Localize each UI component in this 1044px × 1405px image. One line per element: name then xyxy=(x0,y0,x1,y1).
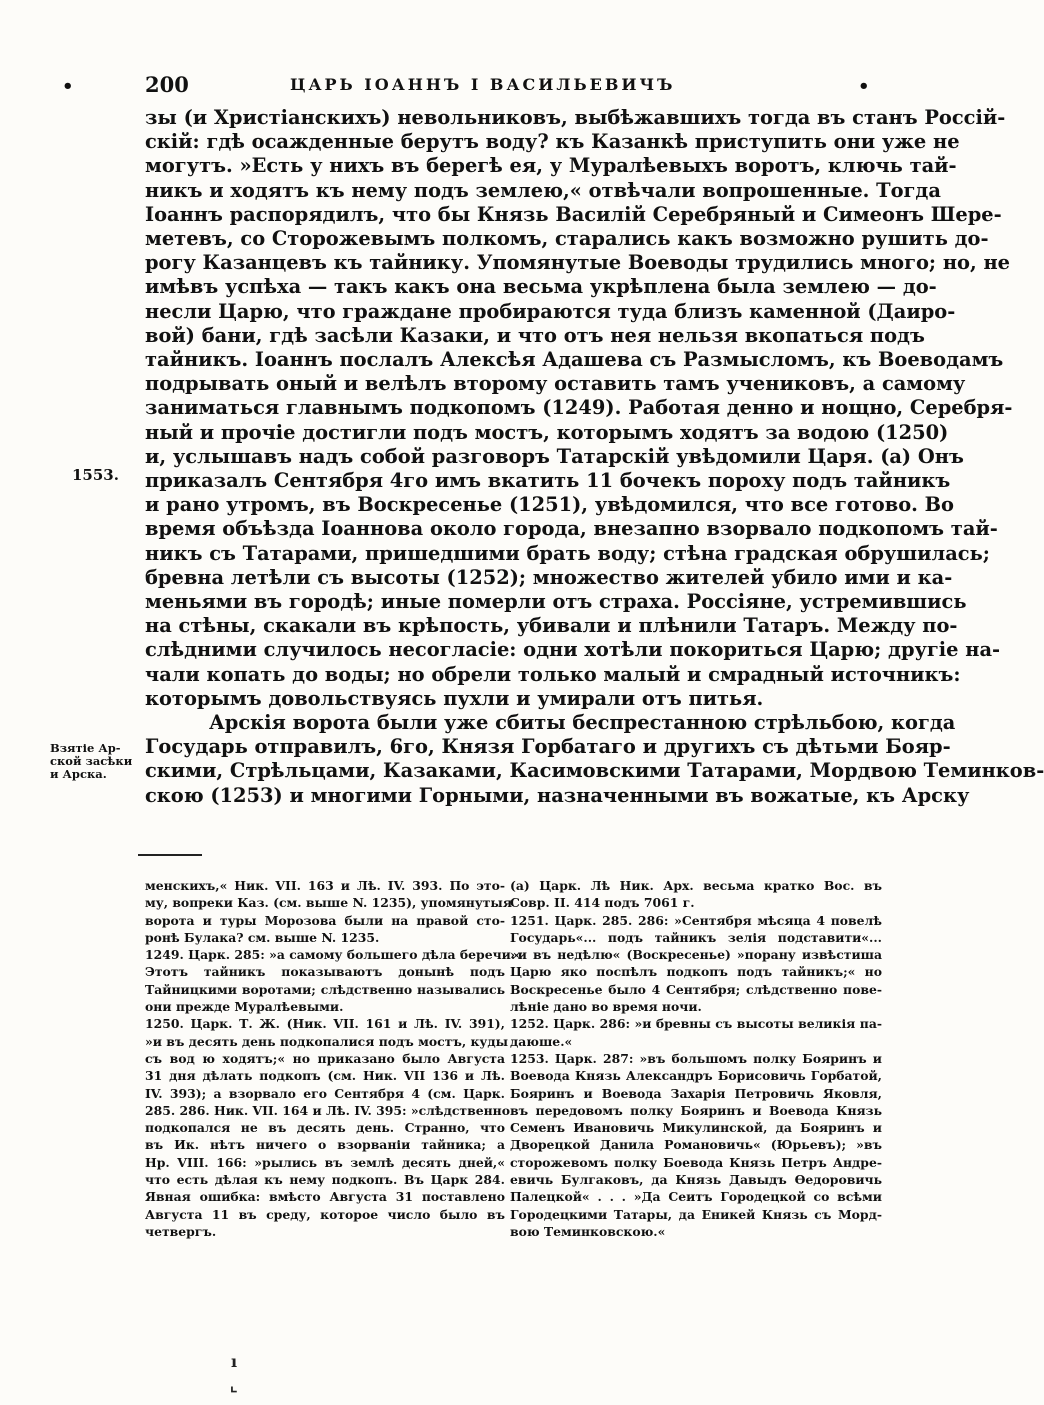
text-line: Дворецкой Данила Романовичь« (Юрьевъ); »въ xyxy=(510,1137,882,1153)
text-line: Царю яко поспѣлъ подкопъ подъ тайникъ;« но xyxy=(510,964,882,980)
text-line: менскихъ,« Ник. VII. 163 и Лѣ. IV. 393. По это- xyxy=(145,878,505,893)
text-line: Совр. II. 414 подъ 7061 г. xyxy=(510,895,695,911)
text-line: скими, Стрѣльцами, Казаками, Касимовскими Татарами, Мордвою Теминков- xyxy=(145,759,1044,783)
text-line: меньями въ городѣ; иные померли отъ страха. Россіяне, устремившись xyxy=(145,590,967,614)
text-line: 1252. Царк. 286: »и бревны съ высоты великія па- xyxy=(510,1016,882,1032)
text-line: даюше.« xyxy=(510,1033,573,1049)
text-line: могутъ. »Есть у нихъ въ берегѣ ея, у Муралѣевыхъ воротъ, ключь тай- xyxy=(145,154,957,178)
text-line: четвергъ. xyxy=(145,1223,217,1239)
text-line: Тайницкими воротами; слѣдственно назывались xyxy=(145,981,505,997)
footnotes-right-column xyxy=(510,877,882,1240)
text-line: подрывать оный и велѣлъ второму оставить тамъ учениковъ, а самому xyxy=(145,372,966,396)
text-line: которымъ довольствуясь пухли и умирали отъ питья. xyxy=(145,686,764,710)
text-line: Іоаннъ распорядилъ, что бы Князь Василій Серебряный и Симеонъ Шере- xyxy=(145,202,1002,226)
text-line: въ передовомъ полку Бояринъ и Воевода Князь xyxy=(510,1102,882,1118)
text-line: Явная ошибка: вмѣсто Августа 31 поставлено xyxy=(145,1189,505,1205)
text-line: время объѣзда Іоаннова около города, внезапно взорвало подкопомъ тай- xyxy=(145,517,998,541)
text-line: ронѣ Булака? см. выше N. 1235. xyxy=(145,929,380,945)
text-line: Палецкой« . . . »Да Сеитъ Городецкой со всѣми xyxy=(510,1189,882,1205)
text-line: въ Ик. нѣтъ ничего о взорваніи тайника; а xyxy=(145,1137,505,1153)
text-line: приказалъ Сентября 4го имъ вкатить 11 бочекъ пороху подъ тайникъ xyxy=(145,469,951,493)
text-line: Воскресенье было 4 Сентября; слѣдственно пове- xyxy=(510,981,882,997)
text-line: 1253. Царк. 287: »въ большомъ полку Бояринъ и xyxy=(510,1050,882,1066)
page-number: 200 xyxy=(145,72,189,97)
text-line: Бояринъ и Воевода Захарія Петровичь Яковля, xyxy=(510,1085,882,1101)
text-line: скій: гдѣ осажденные берутъ воду? къ Казанкѣ приступить они уже не xyxy=(145,130,960,154)
text-line: Августа 11 въ среду, которое число было въ xyxy=(145,1206,505,1222)
text-line: 1249. Царк. 285: »а самому большего дѣла беречи.« xyxy=(145,947,523,963)
footnote-rule xyxy=(138,854,202,856)
text-line: съ вод ю ходятъ;« но приказано было Августа xyxy=(145,1050,505,1066)
page-header xyxy=(145,72,880,102)
margin-note-line: Взятіе Ар- xyxy=(50,741,121,755)
text-line: сторожевомъ полку Боевода Князь Петръ Андре- xyxy=(510,1154,882,1170)
text-line: чали копать до воды; но обрели только малый и смрадный источникъ: xyxy=(145,662,961,686)
text-line: 1251. Царк. 285. 286: »Сентября мѣсяца 4 повелѣ xyxy=(510,912,882,928)
margin-note-line: и Арска. xyxy=(50,767,107,781)
text-line: ный и прочіе достигли подъ мостъ, которымъ ходятъ за водою (1250) xyxy=(145,420,949,444)
text-line: бревна летѣли съ высоты (1252); множество жителей убило ими и ка- xyxy=(145,565,953,589)
text-line: Воевода Князь Александръ Борисовичь Горбатой, xyxy=(510,1068,882,1084)
page-speck: ı xyxy=(231,1352,238,1371)
text-line: вой) бани, гдѣ засѣли Казаки, и что отъ нея нельзя вкопаться подъ xyxy=(145,323,925,347)
text-line: что есть дѣлая къ нему подкопъ. Въ Царк 284. xyxy=(145,1172,505,1188)
text-line: 31 дня дѣлать подкопъ (см. Ник. VII 136 и Лѣ. xyxy=(145,1068,505,1084)
text-line: Городецкими Татары, да Еникей Князь съ Морд- xyxy=(510,1206,882,1222)
margin-note-line: ской засѣки xyxy=(50,754,133,768)
page-speck: ⌞ xyxy=(230,1376,238,1395)
text-line: вою Теминковскою.« xyxy=(510,1223,666,1239)
text-line: никъ съ Татарами, пришедшими брать воду; стѣна градская обрушилась; xyxy=(145,541,990,565)
text-line: тайникъ. Іоаннъ послалъ Алексѣя Адашева съ Размысломъ, къ Воеводамъ xyxy=(145,348,1004,372)
text-line: (а) Царк. Лѣ Ник. Арх. весьма кратко Вос. въ xyxy=(510,878,882,893)
text-line: никъ и ходятъ къ нему подъ землею,« отвѣчали вопрошенные. Тогда xyxy=(145,178,941,202)
text-line: зы (и Христіанскихъ) невольниковъ, выбѣжавшихъ тогда въ станъ Россій- xyxy=(145,106,1006,129)
main-text xyxy=(145,106,1044,808)
text-line: Нр. VIII. 166: »рылись въ землѣ десять дней,« xyxy=(145,1154,505,1170)
text-line: Государь«... подъ тайникъ зелія подставити«... xyxy=(510,929,882,945)
text-line: скою (1253) и многими Горными, назначенными въ вожатые, къ Арску xyxy=(145,783,970,807)
text-line: подкопался не въ десять день. Странно, что xyxy=(145,1120,505,1136)
text-line: слѣдними случилось несогласіе: одни хотѣли покориться Царю; другіе на- xyxy=(145,638,1001,662)
margin-year: 1553. xyxy=(72,466,119,484)
text-line: несли Царю, что граждане пробираются туда близъ каменной (Даиро- xyxy=(145,299,956,323)
text-line: и, услышавъ надъ собой разговоръ Татарскій увѣдомили Царя. (а) Онъ xyxy=(145,444,964,468)
text-line: евичь Булгаковъ, да Князь Давыдъ Өедоровичь xyxy=(510,1172,882,1188)
text-line: заниматься главнымъ подкопомъ (1249). Работая денно и нощно, Серебря- xyxy=(145,396,1013,420)
text-line: Этотъ тайникъ показываютъ донынѣ подъ xyxy=(145,964,505,980)
text-line: 285. 286. Ник. VII. 164 и Лѣ. IV. 395: »слѣдственно xyxy=(145,1102,511,1118)
text-line: и рано утромъ, въ Воскресенье (1251), увѣдомился, что все готово. Во xyxy=(145,493,954,517)
text-line: »и въ десять день подкопалися подъ мостъ, куды xyxy=(145,1033,509,1049)
running-title: ЦАРЬ ІОАННЪ І ВАСИЛЬЕВИЧЪ xyxy=(290,75,676,94)
text-line: Государь отправилъ, 6го, Князя Горбатаго и другихъ съ дѣтьми Бояр- xyxy=(145,735,951,759)
text-line: лѣніе дано во время ночи. xyxy=(510,999,702,1015)
text-line: 1250. Царк. Т. Ж. (Ник. VII. 161 и Лѣ. IV. 391), xyxy=(145,1016,505,1032)
text-line: IV. 393); а взорвало его Сентября 4 (см. Царк. xyxy=(145,1085,505,1101)
text-line: ворота и туры Морозова были на правой сто- xyxy=(145,912,505,928)
footnotes-left-column xyxy=(145,877,523,1240)
text-line: имѣвъ успѣха — такъ какъ она весьма укрѣплена была землею — до- xyxy=(145,275,937,299)
text-line: Арскія ворота были уже сбиты беспрестанною стрѣльбою, когда xyxy=(209,711,956,735)
text-line: рогу Казанцевъ къ тайнику. Упомянутые Воеводы трудились много; но, не xyxy=(145,251,1010,275)
text-line: на стѣны, скакали въ крѣпость, убивали и плѣнили Татаръ. Между по- xyxy=(145,614,958,638)
margin-note xyxy=(50,742,142,781)
text-line: они прежде Муралѣевыми. xyxy=(145,999,344,1015)
margin-mark-right: • xyxy=(858,76,870,97)
text-line: »и въ недѣлю« (Воскресенье) »порану извѣстиша xyxy=(510,947,882,963)
text-line: му, вопреки Каз. (см. выше N. 1235), упомянутыя xyxy=(145,895,513,911)
margin-mark-left: • xyxy=(62,76,74,97)
text-line: метевъ, со Сторожевымъ полкомъ, старались какъ возможно рушить до- xyxy=(145,227,989,251)
text-line: Семенъ Ивановичь Микулинской, да Бояринъ и xyxy=(510,1120,882,1136)
